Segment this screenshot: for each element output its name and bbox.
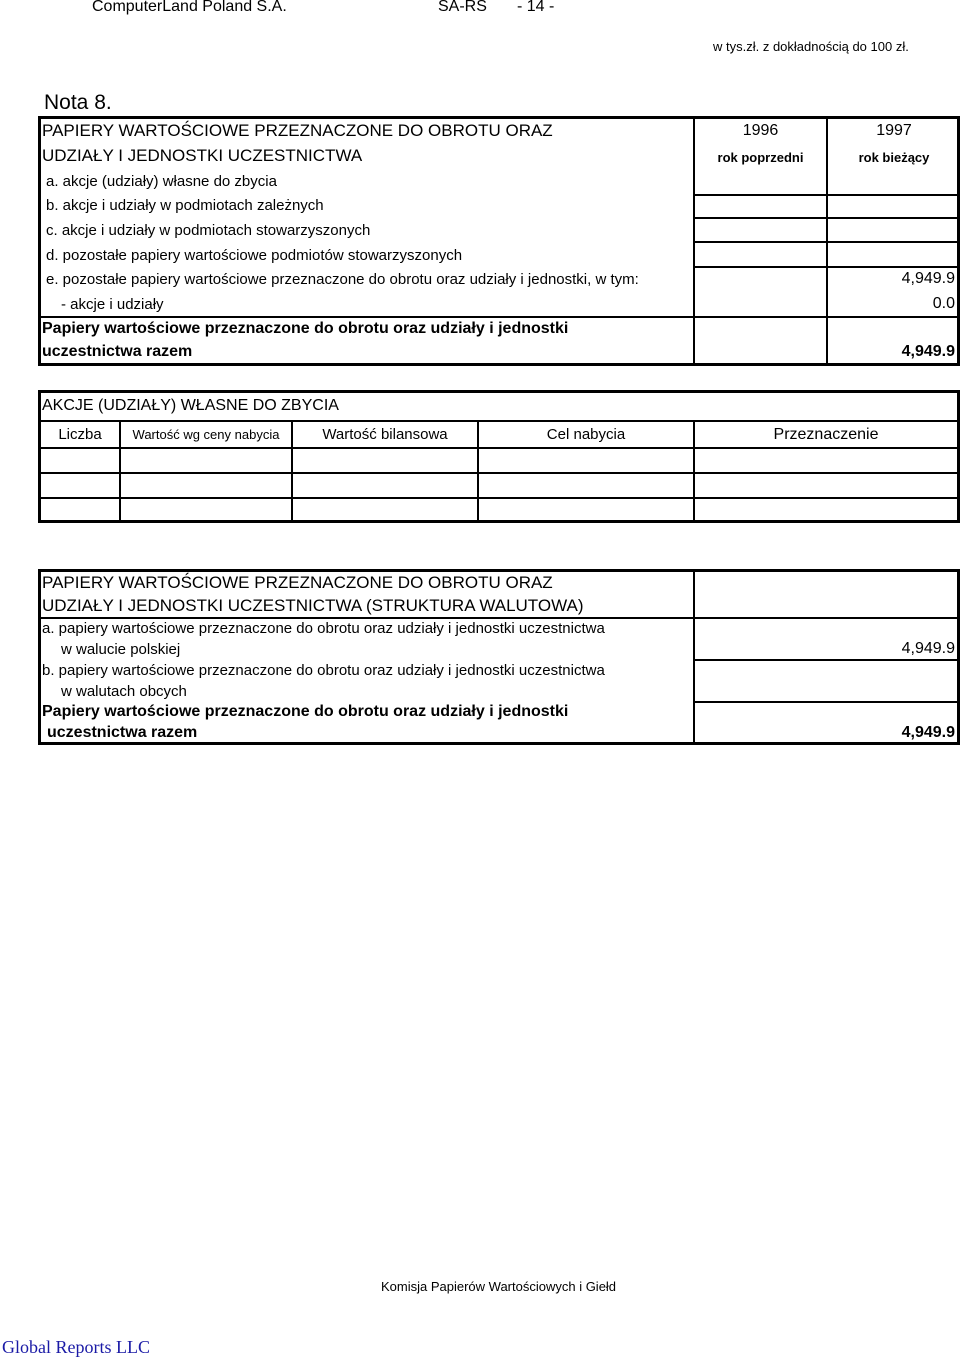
row-divider	[38, 316, 960, 318]
section-title: PAPIERY WARTOŚCIOWE PRZEZNACZONE DO OBROTU ORAZ	[42, 121, 553, 140]
year-prev: 1996	[742, 122, 779, 139]
row-divider	[38, 420, 960, 422]
row-label: - akcje i udziały	[61, 296, 164, 313]
row-label: a. papiery wartościowe przeznaczone do obrotu oraz udziały i jednostki uczestnictwa	[42, 620, 605, 637]
company-name: ComputerLand Poland S.A.	[92, 0, 287, 15]
row-label: b. akcje i udziały w podmiotach zależnych	[46, 197, 324, 214]
row-label: w walucie polskiej	[61, 641, 181, 658]
column-header: Wartość bilansowa	[322, 426, 448, 443]
row-value-curr: 4,949.9	[901, 270, 955, 287]
row-value-curr: 0.0	[932, 295, 955, 312]
year-curr: 1997	[876, 122, 912, 139]
row-divider	[693, 701, 960, 703]
row-label: c. akcje i udziały w podmiotach stowarzyszonych	[46, 222, 371, 239]
row-value: 4,949.9	[901, 640, 955, 657]
page-number: - 14 -	[517, 0, 555, 15]
section-title: PAPIERY WARTOŚCIOWE PRZEZNACZONE DO OBROTU ORAZ	[42, 573, 553, 592]
commission-name: Komisja Papierów Wartościowych i Giełd	[381, 1279, 617, 1294]
section-title: UDZIAŁY I JEDNOSTKI UCZESTNICTWA (STRUKTURA WALUTOWA)	[42, 596, 584, 615]
column-header: Wartość wg ceny nabycia	[132, 427, 280, 442]
note-title: Nota 8.	[44, 91, 112, 114]
brand-watermark: Global Reports LLC	[2, 1337, 150, 1357]
row-label: e. pozostałe papiery wartościowe przeznaczone do obrotu oraz udziały i jednostki, w tym:	[46, 271, 639, 288]
year-curr-label: rok bieżący	[858, 150, 930, 165]
row-divider	[38, 472, 960, 474]
total-label: uczestnictwa razem	[47, 724, 198, 741]
form-code: SA-RS	[438, 0, 487, 15]
row-divider	[693, 194, 960, 196]
row-divider	[38, 617, 960, 619]
section-title: AKCJE (UDZIAŁY) WŁASNE DO ZBYCIA	[42, 397, 339, 414]
units-note: w tys.zł. z dokładnością do 100 zł.	[713, 39, 909, 54]
section-title: UDZIAŁY I JEDNOSTKI UCZESTNICTWA	[42, 146, 363, 165]
total-label: Papiery wartościowe przeznaczone do obrotu oraz udziały i jednostki	[42, 703, 569, 720]
column-header: Liczba	[58, 426, 102, 443]
column-header: Cel nabycia	[546, 426, 626, 443]
total-value: 4,949.9	[901, 343, 955, 360]
year-prev-label: rok poprzedni	[717, 150, 804, 165]
row-label: d. pozostałe papiery wartościowe podmiotów stowarzyszonych	[46, 247, 463, 264]
row-label: a. akcje (udziały) własne do zbycia	[46, 173, 277, 190]
col-divider	[693, 569, 695, 745]
total-value: 4,949.9	[901, 724, 955, 741]
row-label: b. papiery wartościowe przeznaczone do obrotu oraz udziały i jednostki uczestnictwa	[42, 662, 605, 679]
row-divider	[693, 659, 960, 661]
total-label: Papiery wartościowe przeznaczone do obrotu oraz udziały i jednostki	[42, 320, 569, 337]
row-divider	[38, 497, 960, 499]
row-divider	[693, 241, 960, 243]
row-divider	[693, 266, 960, 268]
row-divider	[38, 447, 960, 449]
total-label: uczestnictwa razem	[42, 343, 193, 360]
column-header: Przeznaczenie	[773, 426, 879, 443]
row-divider	[693, 217, 960, 219]
row-label: w walutach obcych	[61, 683, 187, 700]
